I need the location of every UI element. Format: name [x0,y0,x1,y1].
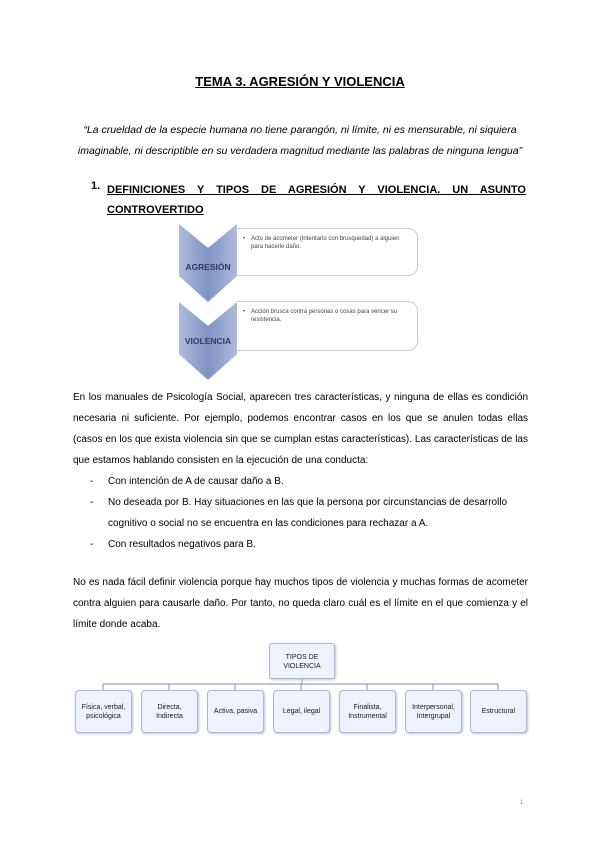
org-chart-node: Directa, Indirecta [141,690,198,733]
bullet-icon: • [243,309,246,315]
org-chart-node: Física, verbal, psicológica [75,690,132,733]
org-chart-node: Finalista, Instrumental [339,690,396,733]
section-number: 1. [91,180,101,192]
page-title: TEMA 3. AGRESIÓN Y VIOLENCIA [195,74,405,89]
chevron-diagram [175,224,245,384]
chevron-description-violencia [237,301,418,351]
list-item-continuation: cognitivo o social no se encuentra en las condiciones para rechazar a A. [108,518,429,529]
org-chart-node: Legal, ilegal [273,690,330,733]
list-dash: - [90,476,94,487]
list-text: No deseada por B. Hay situaciones en las que la persona por circunstancias de desarrollo [108,497,508,508]
chevron-label-agresion: AGRESIÓN [185,262,231,272]
paragraph-violence-definition: No es nada fácil definir violencia porque hay muchos tipos de violencia y muchas formas de acometer contra alguien para causarle daño. Por tanto, no queda claro cuál es el límite en el que comienza y el límite donde acaba. [73,577,528,630]
section-heading-line2: CONTROVERTIDO [107,204,204,216]
section-heading-line1: DEFINICIONES Y TIPOS DE AGRESIÓN Y VIOLENCIA. UN ASUNTO [107,184,526,196]
bullet-icon: • [243,236,246,242]
description-text: Acto de acometer (Intentarlo con brusquedad) a alguien para hacerle daño. [251,236,400,250]
description-text: Acción brusca contra personas o cosas para vencer su resistencia. [251,309,398,323]
org-chart-node: Estructural [470,690,527,733]
epigraph-quote: “La crueldad de la especie humana no tiene parangón, ni límite, ni es mensurable, ni siquiera imaginable, ni descriptible en su verdadera magnitud mediante las palabras de ninguna lengua” [77,124,523,157]
org-chart-root: TIPOS DE VIOLENCIA [269,643,335,679]
org-chart-node: Interpersonal, Intergrupal [405,690,462,733]
list-dash: - [90,497,94,508]
page-number: 1 [520,800,524,806]
paragraph-characteristics: En los manuales de Psicología Social, aparecen tres características, y ninguna de ellas es condición necesaria ni suficiente. Por ejemplo, podemos encontrar casos en los que se anulen todas ellas (casos en los que exista violencia sin que se cumplan estas características). Las características de las que estamos hablando consisten en la ejecución de una conducta: [73,392,528,466]
list-text: Con resultados negativos para B. [108,539,256,550]
chevron-description-agresion [237,228,418,276]
list-text: Con intención de A de causar daño a B. [108,476,284,487]
org-chart-node: Activa, pasiva [207,690,264,733]
chevron-label-violencia: VIOLENCIA [184,336,232,346]
list-dash: - [90,539,94,550]
